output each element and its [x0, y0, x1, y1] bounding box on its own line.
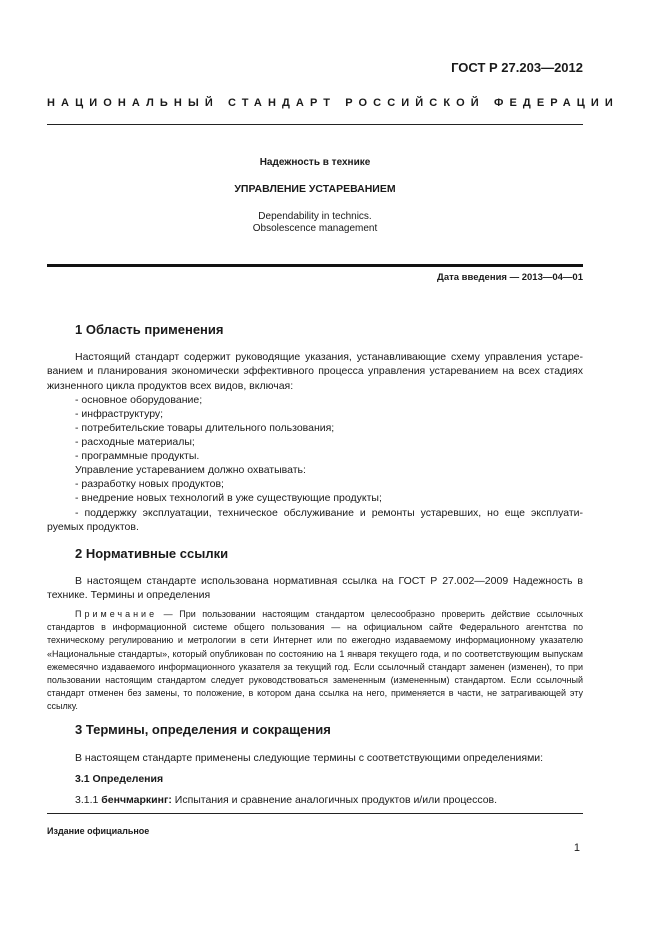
list-item: - внедрение новых технологий в уже существующие продукты; [75, 492, 382, 504]
list-item: - потребительские товары длительного пользования; [75, 422, 335, 434]
footer-divider [47, 813, 583, 814]
section3-paragraph: В настоящем стандарте применены следующие термины с соответствующими определениями: [75, 752, 544, 764]
list-item: - инфраструктуру; [75, 408, 164, 420]
list-item: - программные продукты. [75, 450, 200, 462]
term-entry [75, 794, 497, 806]
list-item: - расходные материалы; [75, 436, 195, 448]
list-item: - основное оборудование; [75, 394, 203, 406]
term-name: бенчмаркинг: [101, 794, 172, 806]
document-code: ГОСТ Р 27.203—2012 [451, 60, 583, 75]
term-definition: Испытания и сравнение аналогичных продуктов и/или процессов. [171, 794, 498, 806]
section2-paragraph: В настоящем стандарте использована нормативная ссылка на ГОСТ Р 27.002—2009 Надежность в технике. Термины и определения [47, 575, 583, 602]
list-item-wrapped: - поддержку эксплуатации, техническое обслуживание и ремонты устаревших, но еще эксплуатируемых продуктов. [47, 507, 583, 534]
title-en-line2: Obsolescence management [252, 223, 378, 234]
header-divider [47, 124, 583, 125]
section1-heading: 1 Область применения [75, 322, 224, 337]
term-number: 3.1.1 [75, 794, 102, 806]
list-lead: Управление устареванием должно охватывать: [75, 464, 306, 476]
section2-heading: 2 Нормативные ссылки [75, 546, 229, 561]
title-ru-line1: Надежность в технике [259, 157, 371, 168]
title-en-line1: Dependability in technics. [258, 211, 372, 222]
national-standard-banner: НАЦИОНАЛЬНЫЙ СТАНДАРТ РОССИЙСКОЙ ФЕДЕРАЦИИ [47, 97, 619, 109]
title-ru-line2: УПРАВЛЕНИЕ УСТАРЕВАНИЕМ [234, 183, 396, 195]
title-en [47, 211, 583, 235]
note-text: — При пользовании настоящим стандартом целесообразно проверить действие ссылочных стандартов в информационной системе общего пользования — на официальном сайте Федерального агентства по техническому регулированию и метрологии в сети Интернет или по ежегодно издаваемому информационному указателю «Национальные стандарты», который опубликован по состоянию на 1 января текущего года, и по соответствующим выпускам ежемесячно издаваемого информационного указателя за текущий год. Если ссылочный стандарт заменен (изменен), то при пользовании настоящим стандартом следует руководствоваться замененным (измененным) стандартом. Если ссылочный стандарт отменен без замены, то положение, в котором дана ссылка на него, применяется в части, не затрагивающей эту ссылку. [47, 609, 583, 712]
list-item: - разработку новых продуктов; [75, 478, 224, 490]
note-label: Примечание [75, 609, 158, 619]
introduction-date: Дата введения — 2013—04—01 [437, 272, 583, 283]
section2-note [47, 608, 583, 714]
subsection-heading: 3.1 Определения [75, 773, 164, 785]
section3-heading: 3 Термины, определения и сокращения [75, 722, 331, 737]
title-divider [47, 264, 583, 267]
page-number: 1 [573, 842, 580, 854]
official-edition-label: Издание официальное [47, 826, 150, 836]
section1-paragraph: Настоящий стандарт содержит руководящие указания, устанавливающие схему управления устареванием и планирования экономически эффективного процесса управления устареванием на всех стадиях жизненного цикла продуктов всех видов, включая: [47, 351, 583, 392]
